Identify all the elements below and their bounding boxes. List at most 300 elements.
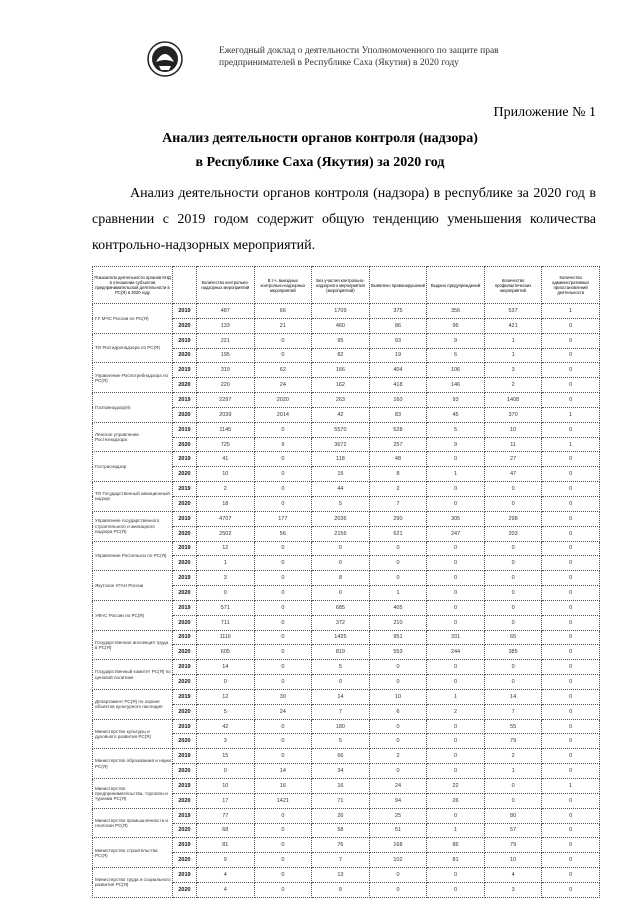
value-cell: 0 — [484, 779, 542, 794]
org-name-cell: ТО Государственный авиационный надзор — [93, 482, 173, 512]
table-row — [93, 808, 600, 823]
value-cell: 10 — [369, 689, 427, 704]
year-cell: 2020 — [173, 407, 197, 422]
value-cell: 160 — [369, 393, 427, 408]
value-cell: 0 — [254, 660, 312, 675]
value-cell: 0 — [254, 467, 312, 482]
value-cell: 0 — [254, 541, 312, 556]
value-cell: 82 — [312, 348, 370, 363]
value-cell: 0 — [542, 704, 600, 719]
value-cell: 0 — [254, 719, 312, 734]
value-cell: 0 — [254, 853, 312, 868]
value-cell: 2297 — [197, 393, 255, 408]
table-row — [93, 838, 600, 853]
value-cell: 0 — [427, 660, 485, 675]
table-header-cell: Без участия контрольно-надзорного мероприятия (мероприятий) — [312, 267, 370, 304]
table-row — [93, 600, 600, 615]
value-cell: 1 — [542, 437, 600, 452]
org-name-cell: Департамент РС(Я) по охране объектов культурного наследия — [93, 689, 173, 719]
value-cell: 1 — [484, 764, 542, 779]
value-cell: 79 — [484, 734, 542, 749]
value-cell: 57 — [484, 823, 542, 838]
value-cell: 0 — [542, 882, 600, 897]
value-cell: 0 — [542, 586, 600, 601]
value-cell: 15 — [197, 749, 255, 764]
value-cell: 0 — [254, 838, 312, 853]
value-cell: 12 — [197, 541, 255, 556]
control-bodies-table — [92, 266, 600, 898]
year-cell: 2020 — [173, 378, 197, 393]
table-header-cell: Количество профилактических мероприятий — [484, 267, 542, 304]
value-cell: 0 — [369, 571, 427, 586]
value-cell: 10 — [197, 467, 255, 482]
year-cell: 2020 — [173, 645, 197, 660]
value-cell: 5570 — [312, 422, 370, 437]
value-cell: 0 — [254, 348, 312, 363]
value-cell: 26 — [312, 808, 370, 823]
value-cell: 487 — [197, 304, 255, 319]
value-cell: 14 — [254, 764, 312, 779]
value-cell: 5 — [427, 422, 485, 437]
value-cell: 2 — [369, 749, 427, 764]
year-cell: 2020 — [173, 615, 197, 630]
value-cell: 180 — [312, 719, 370, 734]
value-cell: 102 — [369, 853, 427, 868]
table-header-cell: Количество административных приостановлений деятельности — [542, 267, 600, 304]
value-cell: 106 — [427, 363, 485, 378]
year-cell: 2019 — [173, 304, 197, 319]
value-cell: 418 — [369, 378, 427, 393]
value-cell: 56 — [254, 526, 312, 541]
value-cell: 0 — [542, 764, 600, 779]
value-cell: 81 — [427, 853, 485, 868]
value-cell: 0 — [542, 808, 600, 823]
value-cell: 17 — [197, 793, 255, 808]
value-cell: 3672 — [312, 437, 370, 452]
value-cell: 0 — [542, 482, 600, 497]
value-cell: 421 — [484, 318, 542, 333]
value-cell: 0 — [369, 660, 427, 675]
table-body — [93, 304, 600, 898]
value-cell: 7 — [369, 496, 427, 511]
value-cell: 0 — [542, 393, 600, 408]
value-cell: 0 — [254, 482, 312, 497]
value-cell: 0 — [542, 363, 600, 378]
org-name-cell: Управление государственного строительного и жилищного надзора РС(Я) — [93, 511, 173, 541]
value-cell: 2 — [369, 482, 427, 497]
value-cell: 55 — [484, 719, 542, 734]
value-cell: 0 — [254, 600, 312, 615]
year-cell: 2020 — [173, 853, 197, 868]
year-cell: 2019 — [173, 689, 197, 704]
value-cell: 0 — [542, 749, 600, 764]
org-name-cell: Ленское управление Ростехнадзора — [93, 422, 173, 452]
value-cell: 0 — [542, 838, 600, 853]
value-cell: 0 — [254, 615, 312, 630]
value-cell: 2 — [484, 378, 542, 393]
year-cell: 2019 — [173, 511, 197, 526]
value-cell: 4 — [197, 882, 255, 897]
value-cell: 86 — [427, 838, 485, 853]
value-cell: 15 — [312, 467, 370, 482]
table-row — [93, 422, 600, 437]
year-cell: 2019 — [173, 808, 197, 823]
value-cell: 5 — [197, 704, 255, 719]
value-cell: 2502 — [197, 526, 255, 541]
value-cell: 0 — [484, 482, 542, 497]
value-cell: 9 — [254, 437, 312, 452]
value-cell: 0 — [427, 868, 485, 883]
value-cell: 81 — [197, 838, 255, 853]
value-cell: 86 — [369, 318, 427, 333]
value-cell: 168 — [369, 838, 427, 853]
value-cell: 1 — [427, 467, 485, 482]
value-cell: 14 — [197, 660, 255, 675]
value-cell: 685 — [312, 600, 370, 615]
year-cell: 2020 — [173, 734, 197, 749]
value-cell: 2014 — [254, 407, 312, 422]
value-cell: 0 — [254, 868, 312, 883]
org-name-cell: Министерство труда и социального развития РС(Я) — [93, 868, 173, 898]
value-cell: 10 — [484, 853, 542, 868]
year-cell: 2019 — [173, 482, 197, 497]
value-cell: 1408 — [484, 393, 542, 408]
year-cell: 2020 — [173, 704, 197, 719]
value-cell: 0 — [427, 808, 485, 823]
value-cell: 5 — [312, 734, 370, 749]
table-row — [93, 749, 600, 764]
value-cell: 356 — [427, 304, 485, 319]
value-cell: 65 — [484, 630, 542, 645]
table-row — [93, 482, 600, 497]
value-cell: 0 — [484, 586, 542, 601]
value-cell: 405 — [369, 600, 427, 615]
value-cell: 0 — [369, 675, 427, 690]
year-cell: 2020 — [173, 823, 197, 838]
value-cell: 0 — [484, 600, 542, 615]
value-cell: 331 — [427, 630, 485, 645]
year-cell: 2019 — [173, 779, 197, 794]
value-cell: 16 — [254, 779, 312, 794]
table-row — [93, 333, 600, 348]
value-cell: 0 — [542, 511, 600, 526]
value-cell: 0 — [369, 868, 427, 883]
value-cell: 162 — [312, 378, 370, 393]
table-row — [93, 571, 600, 586]
value-cell: 711 — [197, 615, 255, 630]
value-cell: 9 — [312, 882, 370, 897]
year-cell: 2019 — [173, 660, 197, 675]
value-cell: 0 — [254, 630, 312, 645]
value-cell: 0 — [427, 882, 485, 897]
value-cell: 605 — [197, 645, 255, 660]
org-name-cell: Гостраснадзор — [93, 452, 173, 482]
value-cell: 0 — [484, 793, 542, 808]
value-cell: 0 — [254, 734, 312, 749]
value-cell: 203 — [484, 526, 542, 541]
value-cell: 7 — [484, 704, 542, 719]
table-header-cell: Количество контрольно-надзорных мероприятий — [197, 267, 255, 304]
year-cell: 2020 — [173, 556, 197, 571]
org-name-cell: Министерство предпринимательства, торговли и туризма РС(Я) — [93, 779, 173, 809]
value-cell: 0 — [542, 645, 600, 660]
value-cell: 3 — [197, 571, 255, 586]
value-cell: 2 — [427, 704, 485, 719]
header-line-1: Ежегодный доклад о деятельности Уполномоченного по защите прав — [219, 46, 499, 56]
table-header-cell: Выявлено правонарушений — [369, 267, 427, 304]
value-cell: 951 — [369, 630, 427, 645]
value-cell: 1 — [542, 304, 600, 319]
value-cell: 0 — [542, 541, 600, 556]
value-cell: 6 — [369, 704, 427, 719]
value-cell: 621 — [369, 526, 427, 541]
value-cell: 0 — [427, 541, 485, 556]
value-cell: 79 — [484, 838, 542, 853]
org-name-cell: Госпожнадзор(я) — [93, 393, 173, 423]
value-cell: 0 — [369, 764, 427, 779]
page-title: Анализ деятельности органов контроля (надзора) — [162, 131, 478, 146]
value-cell: 42 — [197, 719, 255, 734]
value-cell: 48 — [369, 452, 427, 467]
year-cell: 2020 — [173, 437, 197, 452]
intro-paragraph — [92, 181, 596, 259]
year-cell: 2020 — [173, 675, 197, 690]
table-header-cell: В т.ч. выездных контрольно-надзорных мероприятий — [254, 267, 312, 304]
year-cell: 2020 — [173, 467, 197, 482]
value-cell: 7 — [312, 853, 370, 868]
value-cell: 0 — [197, 764, 255, 779]
value-cell: 3 — [197, 734, 255, 749]
value-cell: 166 — [312, 363, 370, 378]
value-cell: 58 — [312, 823, 370, 838]
value-cell: 0 — [484, 571, 542, 586]
org-name-cell: Управление Россельхоз по РС(Я) — [93, 541, 173, 571]
value-cell: 2156 — [312, 526, 370, 541]
value-cell: 80 — [484, 808, 542, 823]
value-cell: 0 — [484, 660, 542, 675]
value-cell: 0 — [197, 586, 255, 601]
value-cell: 0 — [254, 496, 312, 511]
value-cell: 0 — [254, 645, 312, 660]
org-name-cell: Министерство культуры и духовного развития РС(Я) — [93, 719, 173, 749]
value-cell: 118 — [312, 452, 370, 467]
value-cell: 2 — [484, 749, 542, 764]
table-row — [93, 779, 600, 794]
emblem-logo — [146, 40, 184, 78]
year-cell: 2020 — [173, 526, 197, 541]
value-cell: 0 — [542, 467, 600, 482]
year-cell: 2019 — [173, 868, 197, 883]
value-cell: 0 — [369, 719, 427, 734]
value-cell: 0 — [369, 556, 427, 571]
org-name-cell: Государственный комитет РС(Я) по ценовой политике — [93, 660, 173, 690]
value-cell: 537 — [484, 304, 542, 319]
value-cell: 2036 — [312, 511, 370, 526]
value-cell: 0 — [542, 571, 600, 586]
org-name-cell: ГУ МЧС России по РС(Я) — [93, 304, 173, 334]
value-cell: 66 — [254, 304, 312, 319]
value-cell: 0 — [254, 556, 312, 571]
table-row — [93, 363, 600, 378]
year-cell: 2019 — [173, 838, 197, 853]
value-cell: 30 — [254, 689, 312, 704]
value-cell: 0 — [484, 556, 542, 571]
value-cell: 2020 — [254, 393, 312, 408]
value-cell: 21 — [254, 318, 312, 333]
value-cell: 244 — [427, 645, 485, 660]
value-cell: 51 — [369, 823, 427, 838]
value-cell: 0 — [484, 541, 542, 556]
year-cell: 2020 — [173, 496, 197, 511]
org-name-cell: Якутское УГАН России — [93, 571, 173, 601]
value-cell: 26 — [427, 793, 485, 808]
table-header-cell — [173, 267, 197, 304]
value-cell: 725 — [197, 437, 255, 452]
org-name-cell: Министерство образования и науки РС(Я) — [93, 749, 173, 779]
value-cell: 0 — [542, 556, 600, 571]
value-cell: 0 — [427, 615, 485, 630]
org-name-cell: Управление Роспотребнадзора по РС(Я) — [93, 363, 173, 393]
table-row — [93, 868, 600, 883]
value-cell: 0 — [427, 496, 485, 511]
value-cell: 0 — [542, 615, 600, 630]
appendix-label: Приложение № 1 — [493, 105, 596, 120]
page-subtitle: в Республике Саха (Якутия) за 2020 год — [195, 155, 445, 170]
value-cell: 1 — [542, 779, 600, 794]
value-cell: 71 — [312, 793, 370, 808]
intro-paragraph-text: Анализ деятельности органов контроля (надзора) в республике за 2020 год в сравнении с 2019 годом содержит общую тенденцию уменьшения количества контрольно-надзорных мероприятий. — [92, 186, 596, 253]
org-name-cell: УФАС России по РС(Я) — [93, 600, 173, 630]
value-cell: 4707 — [197, 511, 255, 526]
value-cell: 8 — [369, 467, 427, 482]
year-cell: 2019 — [173, 333, 197, 348]
value-cell: 3 — [484, 363, 542, 378]
value-cell: 0 — [542, 868, 600, 883]
value-cell: 0 — [542, 719, 600, 734]
value-cell: 1116 — [197, 630, 255, 645]
value-cell: 1 — [197, 556, 255, 571]
table-row — [93, 630, 600, 645]
value-cell: 0 — [542, 422, 600, 437]
value-cell: 95 — [312, 333, 370, 348]
year-cell: 2020 — [173, 793, 197, 808]
value-cell: 76 — [312, 838, 370, 853]
table-row — [93, 452, 600, 467]
value-cell: 1421 — [254, 793, 312, 808]
value-cell: 24 — [254, 378, 312, 393]
value-cell: 77 — [197, 808, 255, 823]
value-cell: 1 — [484, 348, 542, 363]
value-cell: 0 — [542, 660, 600, 675]
value-cell: 1 — [484, 333, 542, 348]
value-cell: 0 — [254, 333, 312, 348]
value-cell: 0 — [542, 496, 600, 511]
value-cell: 1 — [427, 689, 485, 704]
year-cell: 2019 — [173, 719, 197, 734]
table-row — [93, 393, 600, 408]
value-cell: 1425 — [312, 630, 370, 645]
value-cell: 0 — [542, 823, 600, 838]
value-cell: 319 — [197, 363, 255, 378]
year-cell: 2020 — [173, 348, 197, 363]
value-cell: 0 — [427, 764, 485, 779]
org-name-cell: Государственная инспекция труда в РС(Я) — [93, 630, 173, 660]
value-cell: 221 — [197, 333, 255, 348]
value-cell: 210 — [369, 615, 427, 630]
value-cell: 0 — [254, 571, 312, 586]
value-cell: 83 — [369, 407, 427, 422]
value-cell: 94 — [369, 793, 427, 808]
value-cell: 2 — [197, 482, 255, 497]
value-cell: 0 — [312, 675, 370, 690]
value-cell: 0 — [369, 734, 427, 749]
value-cell: 0 — [427, 749, 485, 764]
value-cell: 47 — [484, 467, 542, 482]
value-cell: 4 — [484, 868, 542, 883]
value-cell: 93 — [427, 393, 485, 408]
value-cell: 16 — [312, 779, 370, 794]
value-cell: 14 — [312, 689, 370, 704]
year-cell: 2019 — [173, 422, 197, 437]
document-header — [146, 40, 606, 78]
table-row — [93, 304, 600, 319]
value-cell: 290 — [369, 511, 427, 526]
value-cell: 14 — [484, 689, 542, 704]
table-row — [93, 541, 600, 556]
value-cell: 553 — [369, 645, 427, 660]
value-cell: 22 — [427, 779, 485, 794]
value-cell: 0 — [254, 808, 312, 823]
value-cell: 247 — [427, 526, 485, 541]
value-cell: 0 — [254, 882, 312, 897]
value-cell: 11 — [484, 437, 542, 452]
value-cell: 0 — [254, 586, 312, 601]
value-cell: 0 — [427, 556, 485, 571]
value-cell: 0 — [369, 882, 427, 897]
org-name-cell: Министерство промышленности и геологии РС(Я) — [93, 808, 173, 838]
value-cell: 177 — [254, 511, 312, 526]
value-cell: 9 — [197, 853, 255, 868]
year-cell: 2020 — [173, 586, 197, 601]
year-cell: 2019 — [173, 393, 197, 408]
org-name-cell: Министерство строительства РС(Я) — [93, 838, 173, 868]
value-cell: 62 — [254, 363, 312, 378]
value-cell: 257 — [369, 437, 427, 452]
table-header-cell: Выдано предупреждений — [427, 267, 485, 304]
value-cell: 819 — [312, 645, 370, 660]
value-cell: 0 — [369, 541, 427, 556]
value-cell: 0 — [484, 496, 542, 511]
value-cell: 24 — [254, 704, 312, 719]
value-cell: 0 — [254, 675, 312, 690]
value-cell: 13 — [312, 868, 370, 883]
value-cell: 404 — [369, 363, 427, 378]
value-cell: 2039 — [197, 407, 255, 422]
value-cell: 3 — [484, 882, 542, 897]
value-cell: 7 — [312, 704, 370, 719]
value-cell: 0 — [542, 793, 600, 808]
value-cell: 1 — [369, 586, 427, 601]
header-line-2: предпринимателей в Республике Саха (Якутия) в 2020 году — [219, 58, 459, 68]
value-cell: 24 — [369, 779, 427, 794]
value-cell: 1 — [427, 823, 485, 838]
value-cell: 25 — [369, 808, 427, 823]
value-cell: 298 — [484, 511, 542, 526]
value-cell: 0 — [197, 675, 255, 690]
value-cell: 66 — [312, 749, 370, 764]
value-cell: 0 — [427, 571, 485, 586]
year-cell: 2019 — [173, 630, 197, 645]
